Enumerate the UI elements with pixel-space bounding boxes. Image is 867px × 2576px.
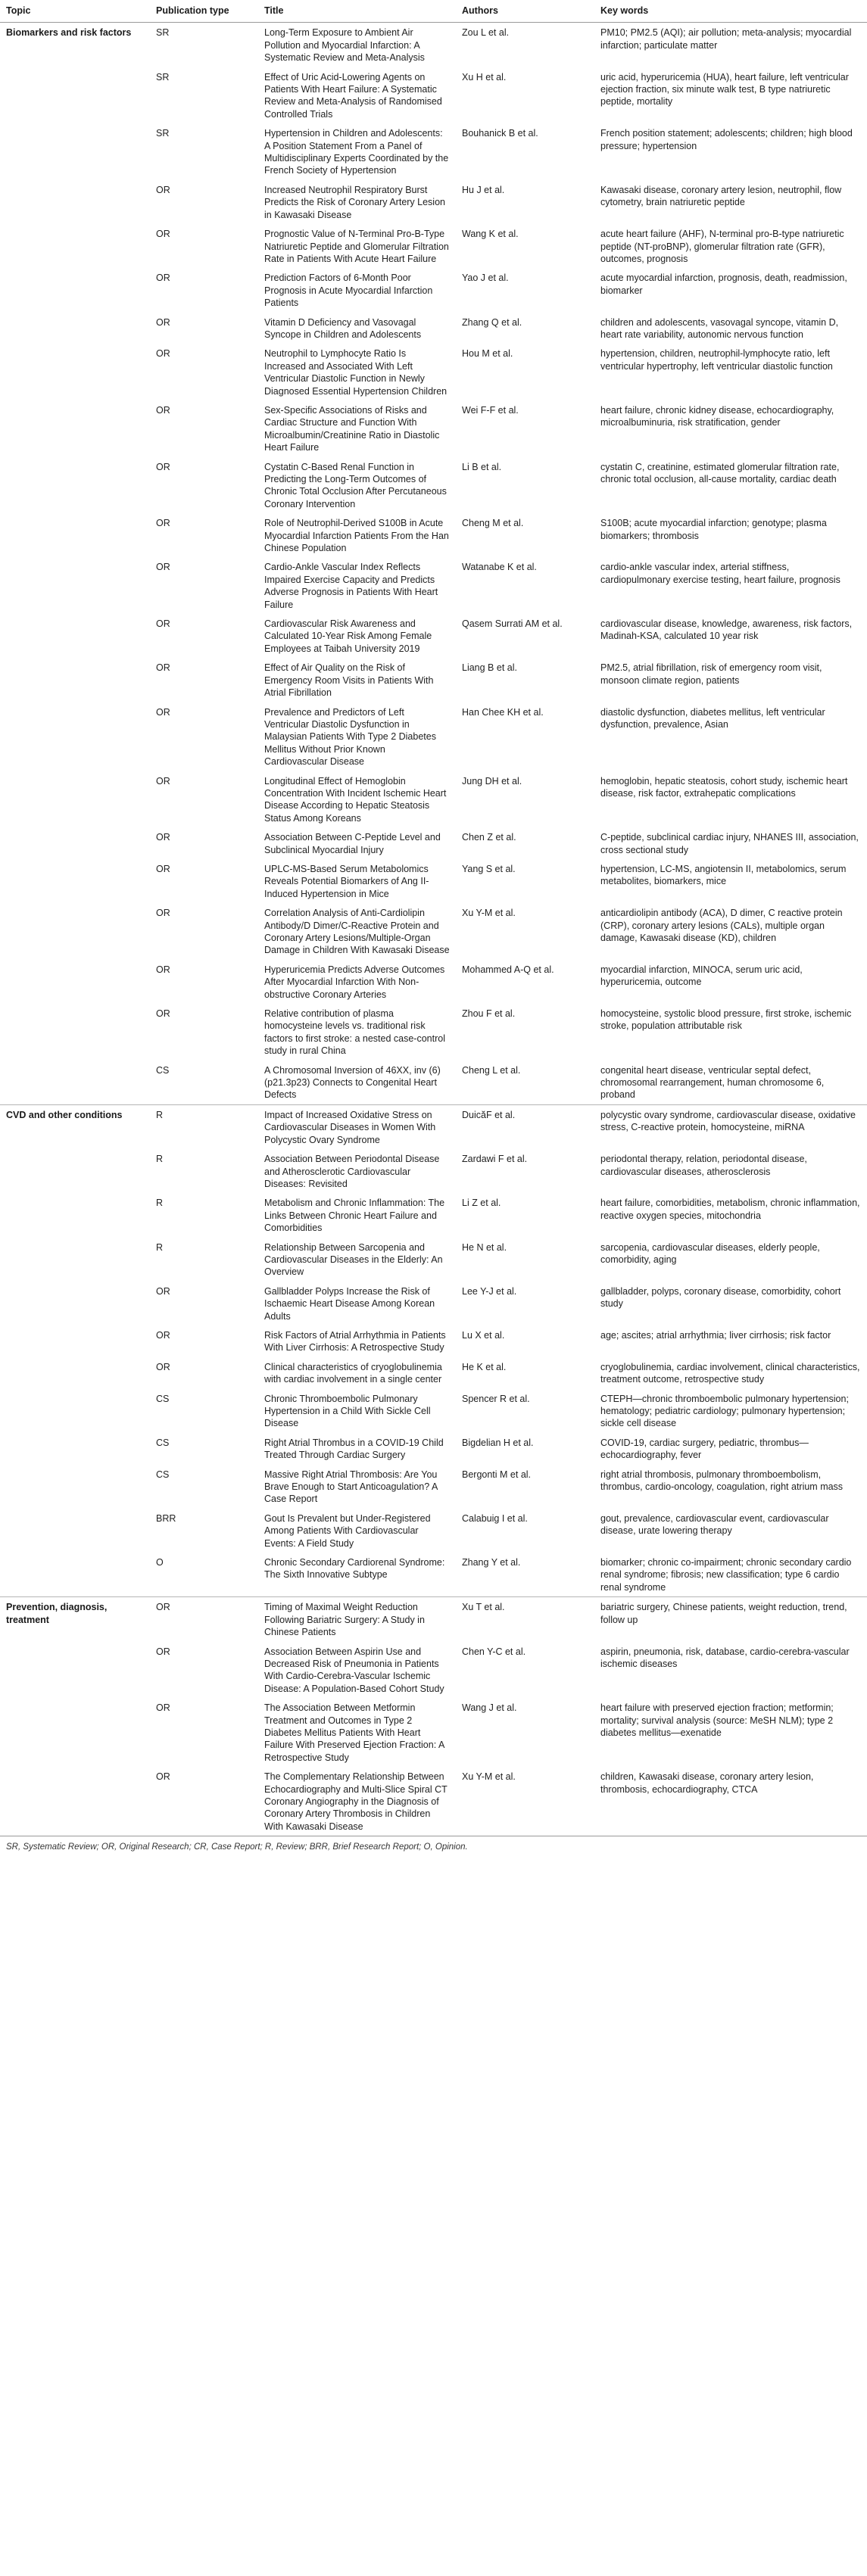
title-cell: Timing of Maximal Weight Reduction Following Bariatric Surgery: A Study in Chinese Patients [258, 1597, 456, 1642]
topic-cell [0, 859, 150, 903]
authors-cell: He K et al. [462, 1361, 507, 1372]
publication-type-cell: R [156, 1198, 164, 1209]
topic-cell [0, 614, 150, 658]
authors-cell: Li B et al. [462, 461, 502, 472]
key-words-cell: Kawasaki disease, coronary artery lesion, neutrophil, flow cytometry, brain natriuretic peptide [600, 184, 842, 208]
table-row [0, 614, 867, 658]
table-row [0, 658, 867, 702]
topic-cell [0, 1698, 150, 1767]
authors-cell: Li Z et al. [462, 1198, 501, 1209]
topic-cell [0, 1509, 150, 1553]
topic-cell [0, 1357, 150, 1389]
publication-type-cell: OR [156, 184, 170, 195]
table-row [0, 1004, 867, 1061]
publication-type-cell: OR [156, 1285, 170, 1297]
publication-type-cell: OR [156, 1329, 170, 1341]
topic-cell [0, 1767, 150, 1836]
title-cell: Massive Right Atrial Thrombosis: Are You Brave Enough to Start Anticoagulation? A Case Report [264, 1469, 438, 1505]
topic-cell [0, 1389, 150, 1433]
table-row [0, 344, 867, 400]
topic-cell [0, 557, 150, 614]
key-words-cell: hypertension, children, neutrophil-lymphocyte ratio, left ventricular hypertrophy, left ventricular diastolic function [600, 348, 833, 372]
title-cell: Neutrophil to Lymphocyte Ratio Is Increased and Associated With Left Ventricular Diastolic Function in Newly Diagnosed Essential Hypertension Children [264, 348, 448, 397]
key-words-cell: S100B; acute myocardial infarction; genotype; plasma biomarkers; thrombosis [600, 518, 827, 541]
title-cell: Gallbladder Polyps Increase the Risk of Ischaemic Heart Disease Among Korean Adults [264, 1285, 435, 1322]
topic-cell [0, 224, 150, 268]
key-words-cell: homocysteine, systolic blood pressure, first stroke, ischemic stroke, population attributable risk [600, 1008, 852, 1032]
key-words-cell: CTEPH—chronic thromboembolic pulmonary hypertension; hematology; pediatric cardiology; pulmonary hypertension; sickle cell disease [600, 1393, 849, 1429]
publication-type-cell: OR [156, 775, 170, 787]
table-row [0, 702, 867, 771]
key-words-cell: bariatric surgery, Chinese patients, weight reduction, trend, follow up [594, 1597, 867, 1642]
title-cell: Cystatin C-Based Renal Function in Predicting the Long-Term Outcomes of Chronic Total Occlusion After Percutaneous Coronary Intervention [264, 461, 447, 509]
authors-cell: Zou L et al. [462, 27, 510, 39]
topic-cell [0, 827, 150, 859]
key-words-cell: acute myocardial infarction, prognosis, death, readmission, biomarker [600, 273, 847, 296]
topic-cell [0, 960, 150, 1004]
authors-cell: Lu X et al. [462, 1329, 505, 1341]
table-row [0, 1698, 867, 1767]
table-row [0, 400, 867, 457]
authors-cell: Han Chee KH et al. [462, 706, 544, 718]
publication-type-cell: OR [156, 662, 170, 674]
header-publication-type: Publication type [150, 0, 258, 23]
title-cell: Metabolism and Chronic Inflammation: The Links Between Chronic Heart Failure and Comorbidities [264, 1198, 445, 1234]
key-words-cell: gout, prevalence, cardiovascular event, cardiovascular disease, urate lowering therapy [600, 1512, 829, 1537]
topic-cell [0, 1553, 150, 1597]
topic-cell [0, 1433, 150, 1465]
table-row [0, 1509, 867, 1553]
table-row [0, 67, 867, 124]
publication-type-cell: OR [150, 1597, 258, 1642]
key-words-cell: heart failure, chronic kidney disease, echocardiography, microalbuminuria, risk stratification, gender [600, 404, 834, 428]
authors-cell: He N et al. [462, 1241, 507, 1253]
authors-cell: Bigdelian H et al. [462, 1437, 534, 1448]
topic-cell [0, 658, 150, 702]
table-row [0, 268, 867, 312]
table-row [0, 827, 867, 859]
title-cell: UPLC-MS-Based Serum Metabolomics Reveals Potential Biomarkers of Ang II-Induced Hypertension in Mice [264, 863, 429, 899]
title-cell: Cardio-Ankle Vascular Index Reflects Impaired Exercise Capacity and Predicts Adverse Prognosis in Patients With Heart Failure [264, 562, 438, 610]
key-words-cell: C-peptide, subclinical cardiac injury, NHANES III, association, cross sectional study [600, 832, 859, 855]
table-row [0, 313, 867, 344]
authors-cell: Wang J et al. [462, 1702, 517, 1714]
topic-cell [0, 771, 150, 828]
authors-cell: DuicăF et al. [456, 1104, 594, 1149]
topic-cell [0, 457, 150, 514]
title-cell: Clinical characteristics of cryoglobulinemia with cardiac involvement in a single center [264, 1361, 442, 1385]
title-cell: Prevalence and Predictors of Left Ventricular Diastolic Dysfunction in Malaysian Patients With Type 2 Diabetes Mellitus Without Prior Known Cardiovascular Disease [264, 706, 436, 768]
key-words-cell: aspirin, pneumonia, risk, database, cardio-cerebra-vascular ischemic diseases [600, 1646, 850, 1669]
authors-cell: Hu J et al. [462, 184, 505, 195]
authors-cell: Zhou F et al. [462, 1008, 516, 1020]
title-cell: Effect of Air Quality on the Risk of Emergency Room Visits in Patients With Atrial Fibrillation [264, 662, 434, 699]
key-words-cell: diastolic dysfunction, diabetes mellitus, left ventricular dysfunction, prevalence, Asian [600, 706, 825, 730]
table-row [0, 859, 867, 903]
authors-cell: Chen Z et al. [462, 832, 516, 843]
key-words-cell: PM10; PM2.5 (AQI); air pollution; meta-analysis; myocardial infarction; particulate matter [600, 27, 852, 51]
authors-cell: Wei F-F et al. [462, 404, 519, 416]
table-row [0, 1325, 867, 1357]
authors-cell: Cheng M et al. [462, 518, 524, 529]
table-row [0, 180, 867, 224]
title-cell: Long-Term Exposure to Ambient Air Pollution and Myocardial Infarction: A Systematic Review and Meta-Analysis [264, 27, 425, 64]
table-row [0, 1149, 867, 1193]
topic-cell [0, 1193, 150, 1237]
table-body [0, 23, 867, 1836]
title-cell: Hyperuricemia Predicts Adverse Outcomes After Myocardial Infarction With Non-obstructive Coronary Arteries [264, 964, 445, 1000]
key-words-cell: periodontal therapy, relation, periodontal disease, cardiovascular diseases, atherosclerosis [600, 1154, 807, 1177]
topic-cell: Prevention, diagnosis, treatment [0, 1597, 150, 1642]
table-row [0, 960, 867, 1004]
key-words-cell: French position statement; adolescents; children; high blood pressure; hypertension [600, 128, 853, 151]
key-words-cell: congenital heart disease, ventricular septal defect, chromosomal rearrangement, human chromosome 6, proband [600, 1064, 825, 1101]
authors-cell: Calabuig I et al. [462, 1512, 528, 1524]
publication-type-cell: OR [156, 1361, 170, 1372]
publication-type-cell: CS [156, 1064, 170, 1076]
authors-cell: Hou M et al. [462, 348, 513, 360]
title-cell: Association Between Aspirin Use and Decreased Risk of Pneumonia in Patients With Cardio-Cerebra-Vascular Ischemic Disease: A Population-Based Cohort Study [264, 1646, 444, 1694]
publication-type-cell: OR [156, 1646, 170, 1657]
header-authors: Authors [456, 0, 594, 23]
table-footnote: SR, Systematic Review; OR, Original Research; CR, Case Report; R, Review; BRR, Brief Research Report; O, Opinion. [0, 1836, 867, 1856]
table-row [0, 771, 867, 828]
title-cell: Prediction Factors of 6-Month Poor Prognosis in Acute Myocardial Infarction Patients [264, 273, 433, 309]
table-row [0, 1389, 867, 1433]
authors-cell: Watanabe K et al. [462, 562, 537, 573]
authors-cell: Zardawi F et al. [462, 1154, 528, 1165]
table-row [0, 1433, 867, 1465]
publication-type-cell: CS [156, 1393, 170, 1404]
publication-type-cell: CS [156, 1469, 170, 1480]
topic-cell [0, 400, 150, 457]
topic-cell [0, 123, 150, 180]
authors-cell: Jung DH et al. [462, 775, 522, 787]
table-row [0, 1767, 867, 1836]
key-words-cell: anticardiolipin antibody (ACA), D dimer, C reactive protein (CRP), coronary artery lesions (CALs), multiple organ damage, Kawasaki disease (KD), children [600, 908, 843, 943]
title-cell: Longitudinal Effect of Hemoglobin Concentration With Incident Ischemic Heart Disease According to Hepatic Steatosis Status Among Koreans [264, 775, 447, 824]
title-cell: Hypertension in Children and Adolescents: A Position Statement From a Panel of Multidisciplinary Experts Coordinated by the French Society of Hypertension [264, 128, 449, 176]
table-row [0, 513, 867, 557]
publication-type-cell: SR [156, 71, 170, 83]
topic-cell [0, 1325, 150, 1357]
authors-cell: Lee Y-J et al. [462, 1285, 517, 1297]
publication-type-cell: OR [156, 908, 170, 919]
title-cell: Prognostic Value of N-Terminal Pro-B-Type Natriuretic Peptide and Glomerular Filtration Rate in Patients With Acute Heart Failure [264, 229, 449, 264]
authors-cell: Wang K et al. [462, 229, 519, 240]
key-words-cell: acute heart failure (AHF), N-terminal pro-B-type natriuretic peptide (NT-proBNP), glomerular filtration rate (GFR), outcomes, prognosis [600, 229, 844, 264]
table-row [0, 1597, 867, 1642]
title-cell: Relative contribution of plasma homocysteine levels vs. traditional risk factors to first stroke: a nested case-control study in rural China [264, 1008, 445, 1057]
authors-cell: Bergonti M et al. [462, 1469, 532, 1480]
authors-cell: Xu T et al. [456, 1597, 594, 1642]
key-words-cell: myocardial infarction, MINOCA, serum uric acid, hyperuricemia, outcome [600, 964, 803, 988]
title-cell: The Association Between Metformin Treatment and Outcomes in Type 2 Diabetes Mellitus Patients With Heart Failure With Preserved Ejection Fraction: A Retrospective Study [264, 1702, 444, 1763]
topic-cell [0, 313, 150, 344]
topic-cell [0, 1642, 150, 1699]
authors-cell: Zhang Q et al. [462, 316, 522, 328]
table-row [0, 1104, 867, 1149]
title-cell: Cardiovascular Risk Awareness and Calculated 10-Year Risk Among Female Employees at Taibah University 2019 [264, 618, 432, 654]
publication-type-cell: OR [156, 562, 170, 573]
authors-cell: Liang B et al. [462, 662, 517, 674]
topic-cell [0, 1004, 150, 1061]
publication-type-cell: OR [156, 618, 170, 630]
topic-cell [0, 1149, 150, 1193]
topic-cell: CVD and other conditions [0, 1104, 150, 1149]
title-cell: Role of Neutrophil-Derived S100B in Acute Myocardial Infarction Patients From the Han Chinese Population [264, 518, 449, 554]
table-row [0, 1061, 867, 1105]
table-row [0, 123, 867, 180]
key-words-cell: uric acid, hyperuricemia (HUA), heart failure, left ventricular ejection fraction, six minute walk test, B type natriuretic peptide, mortality [600, 71, 849, 107]
key-words-cell: COVID-19, cardiac surgery, pediatric, thrombus—echocardiography, fever [600, 1437, 809, 1461]
key-words-cell: cystatin C, creatinine, estimated glomerular filtration rate, chronic total occlusion, all-cause mortality, cardiac death [600, 461, 840, 484]
key-words-cell: age; ascites; atrial arrhythmia; liver cirrhosis; risk factor [600, 1329, 831, 1341]
title-cell: Gout Is Prevalent but Under-Registered Among Patients With Cardiovascular Events: A Field Study [264, 1512, 431, 1549]
publication-type-cell: OR [156, 229, 170, 240]
title-cell: The Complementary Relationship Between Echocardiography and Multi-Slice Spiral CT Coronary Angiography in the Diagnosis of Coronary Artery Thrombosis in Children With Kawasaki Disease [264, 1771, 448, 1832]
table-row [0, 1193, 867, 1237]
topic-cell [0, 513, 150, 557]
header-key-words: Key words [594, 0, 867, 23]
topic-cell [0, 268, 150, 312]
publication-type-cell: O [156, 1557, 164, 1568]
title-cell: Association Between Periodontal Disease and Atherosclerotic Cardiovascular Diseases: Revisited [264, 1154, 440, 1189]
title-cell: Effect of Uric Acid-Lowering Agents on Patients With Heart Failure: A Systematic Review and Meta-Analysis of Randomised Controlled Trials [264, 71, 442, 120]
table-row [0, 224, 867, 268]
table-row [0, 1465, 867, 1509]
topic-cell [0, 180, 150, 224]
table-row [0, 1282, 867, 1325]
table-row [0, 1238, 867, 1282]
publication-type-cell: OR [156, 706, 170, 718]
publication-type-cell: OR [156, 518, 170, 529]
key-words-cell: hypertension, LC-MS, angiotensin II, metabolomics, serum metabolites, biomarkers, mice [600, 863, 847, 887]
authors-cell: Zhang Y et al. [462, 1557, 521, 1568]
header-title: Title [258, 0, 456, 23]
authors-cell: Xu Y-M et al. [462, 1771, 516, 1783]
table-row [0, 1357, 867, 1389]
authors-cell: Cheng L et al. [462, 1064, 521, 1076]
title-cell: Correlation Analysis of Anti-Cardiolipin Antibody/D Dimer/C-Reactive Protein and Coronary Artery Lesions/Multiple-Organ Damage in Children With Kawasaki Disease [264, 908, 450, 956]
key-words-cell: PM2.5, atrial fibrillation, risk of emergency room visit, monsoon climate region, patients [600, 662, 822, 686]
key-words-cell: cardio-ankle vascular index, arterial stiffness, cardiopulmonary exercise testing, heart failure, prognosis [600, 562, 840, 585]
authors-cell: Spencer R et al. [462, 1393, 530, 1404]
topic-cell: Biomarkers and risk factors [6, 27, 132, 39]
table-row [0, 23, 867, 67]
authors-cell: Qasem Surrati AM et al. [462, 618, 563, 630]
title-cell: Sex-Specific Associations of Risks and Cardiac Structure and Function With Microalbumin/Creatinine Ratio in Diastolic Heart Failure [264, 404, 440, 453]
authors-cell: Chen Y-C et al. [462, 1646, 526, 1657]
publication-type-cell: BRR [156, 1512, 176, 1524]
publication-type-cell: OR [156, 964, 170, 975]
key-words-cell: hemoglobin, hepatic steatosis, cohort study, ischemic heart disease, risk factor, extrahepatic complications [600, 775, 848, 799]
title-cell: Chronic Thromboembolic Pulmonary Hypertension in a Child With Sickle Cell Disease [264, 1393, 431, 1429]
title-cell: Impact of Increased Oxidative Stress on Cardiovascular Diseases in Women With Polycystic Ovary Syndrome [258, 1104, 456, 1149]
authors-cell: Xu Y-M et al. [462, 908, 516, 919]
publication-type-cell: R [156, 1154, 164, 1165]
table-row [0, 457, 867, 514]
title-cell: A Chromosomal Inversion of 46XX, inv (6) (p21.3p23) Connects to Congenital Heart Defects [264, 1064, 441, 1101]
key-words-cell: children and adolescents, vasovagal syncope, vitamin D, heart rate variability, autonomic nervous function [600, 316, 839, 340]
table-header [0, 0, 867, 23]
publication-type-cell: OR [156, 1008, 170, 1020]
key-words-cell: cryoglobulinemia, cardiac involvement, clinical characteristics, treatment outcome, retrospective study [600, 1361, 860, 1385]
topic-cell [0, 1238, 150, 1282]
topic-cell [0, 1465, 150, 1509]
table-row [0, 903, 867, 960]
topic-cell [0, 67, 150, 124]
authors-cell: Xu H et al. [462, 71, 507, 83]
publication-type-cell: OR [156, 863, 170, 874]
key-words-cell: right atrial thrombosis, pulmonary thromboembolism, thrombus, cardio-oncology, coagulation, right atrium mass [600, 1469, 844, 1493]
publication-type-cell: OR [156, 461, 170, 472]
title-cell: Increased Neutrophil Respiratory Burst Predicts the Risk of Coronary Artery Lesion in Kawasaki Disease [264, 184, 445, 220]
authors-cell: Yang S et al. [462, 863, 516, 874]
topic-cell [0, 344, 150, 400]
header-topic: Topic [0, 0, 150, 23]
key-words-cell: heart failure with preserved ejection fraction; metformin; mortality; survival analysis (source: MeSH NLM); type 2 diabetes mellitus—exenatide [600, 1702, 834, 1738]
key-words-cell: cardiovascular disease, knowledge, awareness, risk factors, Madinah-KSA, calculated 10 year risk [600, 618, 853, 642]
table-row [0, 1642, 867, 1699]
header-row [0, 0, 867, 23]
topic-cell [0, 1061, 150, 1105]
authors-cell: Bouhanick B et al. [462, 128, 538, 139]
publication-type-cell: SR [156, 128, 170, 139]
title-cell: Relationship Between Sarcopenia and Cardiovascular Diseases in the Elderly: An Overview [264, 1241, 443, 1278]
publication-type-cell: OR [156, 348, 170, 360]
publication-type-cell: OR [156, 404, 170, 416]
publication-type-cell: OR [156, 273, 170, 284]
publication-type-cell: OR [156, 1771, 170, 1783]
topic-cell [0, 1282, 150, 1325]
publication-type-cell: CS [156, 1437, 170, 1448]
key-words-cell: gallbladder, polyps, coronary disease, comorbidity, cohort study [600, 1285, 841, 1310]
table-row [0, 1553, 867, 1597]
topic-cell [0, 702, 150, 771]
key-words-cell: biomarker; chronic co-impairment; chronic secondary cardio renal syndrome; fibrosis; new classification; type 6 cardio renal syndrome [600, 1557, 852, 1593]
table-row [0, 557, 867, 614]
publication-type-cell: OR [156, 316, 170, 328]
publication-type-cell: OR [156, 832, 170, 843]
publication-type-cell: R [150, 1104, 258, 1149]
key-words-cell: polycystic ovary syndrome, cardiovascular disease, oxidative stress, C-reactive protein, homocysteine, miRNA [594, 1104, 867, 1149]
title-cell: Risk Factors of Atrial Arrhythmia in Patients With Liver Cirrhosis: A Retrospective Study [264, 1329, 446, 1353]
key-words-cell: heart failure, comorbidities, metabolism, chronic inflammation, reactive oxygen species, mitochondria [600, 1198, 860, 1221]
publication-type-cell: R [156, 1241, 164, 1253]
publication-type-cell: SR [156, 27, 170, 39]
publication-type-cell: OR [156, 1702, 170, 1714]
key-words-cell: sarcopenia, cardiovascular diseases, elderly people, comorbidity, aging [600, 1241, 820, 1265]
authors-cell: Mohammed A-Q et al. [462, 964, 554, 975]
title-cell: Vitamin D Deficiency and Vasovagal Syncope in Children and Adolescents [264, 316, 422, 340]
key-words-cell: children, Kawasaki disease, coronary artery lesion, thrombosis, echocardiography, CTCA [600, 1771, 814, 1795]
title-cell: Association Between C-Peptide Level and Subclinical Myocardial Injury [264, 832, 441, 855]
authors-cell: Yao J et al. [462, 273, 509, 284]
title-cell: Chronic Secondary Cardiorenal Syndrome: The Sixth Innovative Subtype [264, 1557, 445, 1581]
topic-cell [0, 903, 150, 960]
title-cell: Right Atrial Thrombus in a COVID-19 Child Treated Through Cardiac Surgery [264, 1437, 444, 1461]
